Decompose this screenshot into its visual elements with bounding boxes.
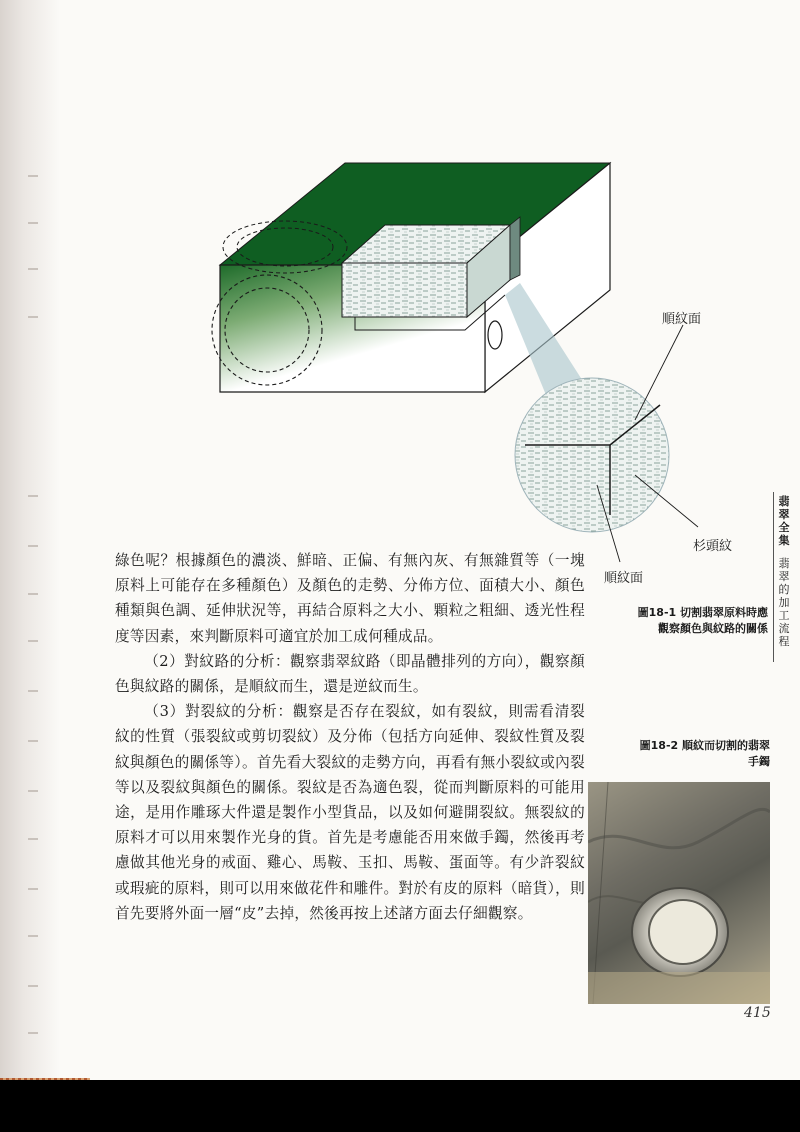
binding-edge (0, 1078, 90, 1080)
caption-line: 圖18-1 切割翡翠原料時應 (637, 606, 768, 619)
label-parallel-grain-top: 順紋面 (662, 312, 702, 327)
page-gutter-shadow (0, 0, 60, 1080)
side-tab-char: 程 (778, 635, 790, 648)
side-tab (776, 495, 792, 648)
jade-bangle-photo (588, 782, 770, 1004)
page-number: 415 (744, 1005, 771, 1021)
side-tab-char: 集 (778, 534, 790, 547)
paragraph-crack-analysis: （3）對裂紋的分析：觀察是否存在裂紋，如有裂紋，則需看清裂紋的性質（張裂紋或剪切裂紋）及分佈（包括方向延伸、裂紋性質及裂紋與顏色的關係等）。首先看大裂紋的走勢方向，再看有無小裂紋或內裂等以及裂紋與顏色的關係。裂紋是否為適色裂，從而判斷原料的可能用途，是用作雕琢大件還是製作小型貨品，以及如何避開裂紋。無裂紋的原料才可以用來製作光身的貨。首先是考慮能否用來做手鐲，然後再考慮做其他光身的戒面、雞心、馬鞍、玉扣、馬鞍、蛋面等。有少許裂紋或瑕疵的原料，則可以用來做花件和雕件。對於有皮的原料（暗貨），則首先要將外面一層“皮”去掉，然後再按上述諸方面去仔細觀察。 (115, 703, 585, 922)
label-parallel-grain-bottom: 順紋面 (604, 571, 644, 586)
figure-caption-18-1 (590, 605, 768, 637)
side-tab-char: 全 (778, 521, 790, 534)
caption-line: 手鐲 (748, 755, 770, 768)
paragraph-grain-analysis: （2）對紋路的分析：觀察翡翠紋路（即晶體排列的方向），觀察顏色與紋路的關係，是順紋而生，還是逆紋而生。 (115, 652, 585, 696)
jade-slab-image (588, 782, 770, 1004)
side-tab-char: 翡 (778, 557, 790, 570)
side-tab-char: 加 (778, 596, 790, 609)
caption-line: 觀察顏色與紋路的關係 (658, 622, 768, 635)
side-tab-char: 工 (778, 609, 790, 622)
side-tab-char: 的 (778, 583, 790, 596)
body-text (115, 548, 585, 926)
caption-line: 圖18-2 順紋而切割的翡翠 (639, 739, 770, 752)
side-tab-char: 流 (778, 622, 790, 635)
side-tab-char: 翠 (778, 570, 790, 583)
paragraph-color: 綠色呢？根據顏色的濃淡、鮮暗、正偏、有無內灰、有無雜質等（一塊原料上可能存在多種顏色）及顏色的走勢、分佈方位、面積大小、顏色種類與色調、延伸狀況等，再結合原料之大小、顆粒之粗細、透光性程度等因素，來判斷原料可適宜於加工成何種成品。 (115, 552, 585, 645)
label-fir-grain: 杉頭紋 (693, 539, 733, 554)
jade-block-illustration (205, 155, 765, 575)
jade-cutting-diagram (205, 155, 765, 586)
side-tab-rule (773, 492, 774, 662)
side-tab-char: 翠 (778, 508, 790, 521)
side-tab-char: 翡 (778, 495, 790, 508)
figure-caption-18-2 (590, 738, 770, 770)
